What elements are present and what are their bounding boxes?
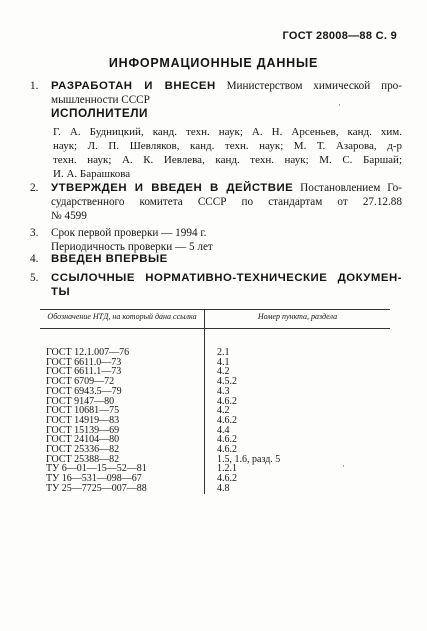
- executors-line-4: И. А. Барашкова: [53, 168, 131, 180]
- section-1-number: 1.: [30, 80, 39, 92]
- section-4-number: 4.: [30, 253, 39, 265]
- table-row: [40, 329, 390, 358]
- section-2-line-2: сударственного комитета СССР по стандартам от 27.12.88: [51, 196, 402, 208]
- section-3-line-1: Срок первой проверки — 1994 г.: [51, 227, 207, 239]
- section-5: [30, 271, 402, 299]
- executors-list: [53, 125, 402, 181]
- document-code: ГОСТ 10681—75: [46, 405, 120, 417]
- executors-line-3: техн. наук; А. К. Иевлева, канд. техн. наук; М. С. Баршай;: [53, 154, 402, 166]
- document-code: ГОСТ 15139—69: [46, 424, 120, 436]
- point-number: 4.8: [205, 484, 391, 494]
- table-header-row: [40, 310, 390, 329]
- scan-speck: ·: [338, 100, 341, 110]
- document-code: ГОСТ 25388—82: [46, 453, 120, 465]
- point-number: 4.2: [205, 406, 391, 416]
- document-code: ГОСТ 24104—80: [46, 434, 120, 446]
- executors-line-1: Г. А. Будницкий, канд. техн. наук; А. Н. Арсеньев, канд. хим.: [53, 126, 402, 138]
- document-code: ГОСТ 6611.1—73: [46, 366, 122, 378]
- document-code: ТУ 25—7725—007—88: [46, 482, 147, 494]
- point-number: 4.6.2: [205, 445, 391, 455]
- point-number: 2.1: [205, 329, 391, 358]
- point-number: 4.4: [205, 426, 391, 436]
- section-5-line-1: ССЫЛОЧНЫЕ НОРМАТИВНО-ТЕХНИЧЕСКИЕ ДОКУМЕН-: [51, 272, 402, 284]
- point-number: 4.6.2: [205, 416, 391, 426]
- section-1: [30, 79, 402, 107]
- document-code: ТУ 16—531—098—67: [46, 473, 142, 485]
- section-2: [30, 181, 402, 223]
- section-2-lead: УТВЕРЖДЕН И ВВЕДЕН В ДЕЙСТВИЕ: [51, 182, 294, 194]
- point-number: 4.6.2: [205, 397, 391, 407]
- section-3-number: 3.: [30, 227, 39, 239]
- point-number: 1.5, 1.6, разд. 5: [205, 455, 391, 465]
- section-5-line-2: ТЫ: [51, 286, 71, 298]
- section-3-line-2: Периодичность проверки — 5 лет: [51, 241, 213, 253]
- section-1-line-1: [51, 79, 402, 93]
- document-code: ТУ 6—01—15—52—81: [46, 463, 147, 475]
- section-1-lead: РАЗРАБОТАН И ВНЕСЕН: [51, 80, 216, 92]
- column-header-point: Номер пункта, раздела: [205, 310, 391, 329]
- section-2-line-1: [51, 181, 402, 195]
- section-2-line-3: № 4599: [51, 210, 87, 222]
- page-title: ИНФОРМАЦИОННЫЕ ДАННЫЕ: [108, 56, 319, 70]
- document-code: ГОСТ 6709—72: [46, 376, 115, 388]
- section-1-line-2: мышленности СССР: [51, 94, 150, 106]
- point-number: 4.5.2: [205, 377, 391, 387]
- point-number: 4.6.2: [205, 435, 391, 445]
- page-header: ГОСТ 28008—88 С. 9: [282, 30, 397, 42]
- document-code: ГОСТ 14919—83: [46, 414, 120, 426]
- section-4: [30, 252, 402, 266]
- point-number: 4.2: [205, 367, 391, 377]
- document-code: ГОСТ 6943.5—79: [46, 385, 122, 397]
- section-4-text: ВВЕДЕН ВПЕРВЫЕ: [51, 253, 168, 265]
- section-3: [30, 226, 402, 254]
- executors-line-2: наук; Л. П. Шевляков, канд. техн. наук; М. Т. Азарова, д-р: [53, 140, 402, 152]
- point-number: 4.1: [205, 358, 391, 368]
- section-1-text-1: Министерством химической про-: [215, 80, 402, 92]
- point-number: 4.3: [205, 387, 391, 397]
- document-code: ГОСТ 12.1.007—76: [46, 347, 130, 358]
- section-5-number: 5.: [30, 272, 39, 284]
- point-number: 1.2.1: [205, 464, 391, 474]
- document-code: ГОСТ 25336—82: [46, 444, 120, 456]
- executors-heading: ИСПОЛНИТЕЛИ: [51, 106, 148, 120]
- references-table: [40, 309, 390, 494]
- section-2-number: 2.: [30, 182, 39, 194]
- section-2-text-1: Постановлением Го-: [293, 182, 402, 194]
- point-number: 4.6.2: [205, 474, 391, 484]
- column-header-document: Обозначение НТД, на который дана ссылка: [40, 310, 205, 329]
- scan-speck: ·: [342, 461, 345, 471]
- document-code: ГОСТ 6611.0—73: [46, 356, 122, 368]
- table-row: [40, 484, 390, 494]
- document-code: ГОСТ 9147—80: [46, 395, 115, 407]
